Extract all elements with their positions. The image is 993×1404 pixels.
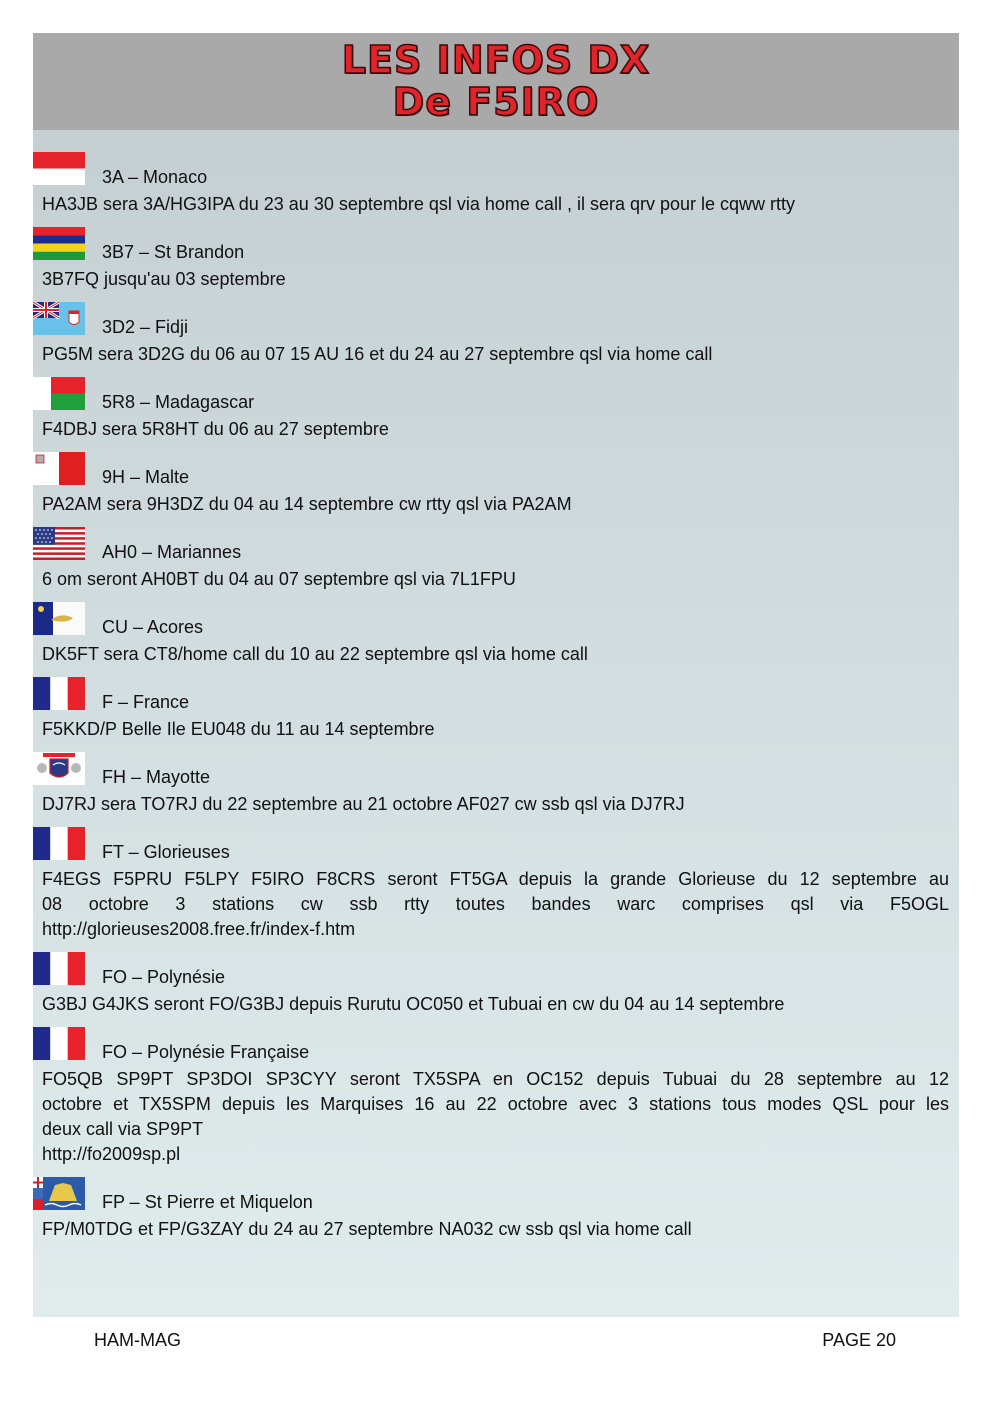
entry-country: 3A – Monaco xyxy=(102,167,208,187)
footer-page-number: PAGE 20 xyxy=(822,1330,896,1350)
france-flag-icon xyxy=(33,827,85,860)
entry-country: FO – Polynésie Française xyxy=(102,1042,310,1062)
entry-text xyxy=(42,1067,949,1167)
entry-text: 6 om seront AH0BT du 04 au 07 septembre qsl via 7L1FPU xyxy=(42,569,516,589)
entry-text xyxy=(42,867,949,942)
entry-text-line: deux call via SP9PT xyxy=(42,1119,204,1139)
france-flag-icon xyxy=(33,952,85,985)
entry-country: AH0 – Mariannes xyxy=(102,542,242,562)
france-flag-icon xyxy=(33,677,85,710)
entry-country: FT – Glorieuses xyxy=(102,842,230,862)
footer-magazine-name: HAM-MAG xyxy=(94,1330,181,1350)
entry-text: PA2AM sera 9H3DZ du 04 au 14 septembre cw rtty qsl via PA2AM xyxy=(42,494,572,514)
malta-flag-icon xyxy=(33,452,85,485)
entry-text-line: F4EGS F5PRU F5LPY F5IRO F8CRS seront FT5GA depuis la grande Glorieuse du 12 septembre au xyxy=(42,869,949,889)
mayotte-flag-icon xyxy=(33,752,85,785)
entry-country: 3D2 – Fidji xyxy=(102,317,189,337)
page-title-line1: LES INFOS DX xyxy=(341,38,651,82)
usa-flag-icon xyxy=(33,527,85,560)
azores-flag-icon xyxy=(33,602,85,635)
entry-country: FP – St Pierre et Miquelon xyxy=(102,1192,313,1212)
entry-text: DK5FT sera CT8/home call du 10 au 22 septembre qsl via home call xyxy=(42,644,588,664)
entry-country: F – France xyxy=(102,692,190,712)
entry-text: PG5M sera 3D2G du 06 au 07 15 AU 16 et du 24 au 27 septembre qsl via home call xyxy=(42,344,713,364)
entry-text-line: octobre et TX5SPM depuis les Marquises 16 au 22 octobre avec 3 stations tous modes QSL pour les xyxy=(42,1094,949,1114)
monaco-flag-icon xyxy=(33,152,85,185)
entry-text: G3BJ G4JKS seront FO/G3BJ depuis Rurutu OC050 et Tubuai en cw du 04 au 14 septembre xyxy=(42,994,785,1014)
content-panel xyxy=(33,33,959,1317)
entry-link[interactable]: http://glorieuses2008.free.fr/index-f.htm xyxy=(42,919,356,939)
entry-text: FP/M0TDG et FP/G3ZAY du 24 au 27 septembre NA032 cw ssb qsl via home call xyxy=(42,1219,692,1239)
spm-flag-icon xyxy=(33,1177,85,1210)
entry-link[interactable]: http://fo2009sp.pl xyxy=(42,1144,181,1164)
entry-text-line: FO5QB SP9PT SP3DOI SP3CYY seront TX5SPA en OC152 depuis Tubuai du 28 septembre au 12 xyxy=(42,1069,949,1089)
entry-country: 5R8 – Madagascar xyxy=(102,392,255,412)
entry-text: F5KKD/P Belle Ile EU048 du 11 au 14 septembre xyxy=(42,719,435,739)
title-banner xyxy=(33,33,959,130)
entry-text: HA3JB sera 3A/HG3IPA du 23 au 30 septembre qsl via home call , il sera qrv pour le cqww rtty xyxy=(42,194,796,214)
entry-country: 3B7 – St Brandon xyxy=(102,242,245,262)
entry-country: FO – Polynésie xyxy=(102,967,226,987)
entry-country: CU – Acores xyxy=(102,617,204,637)
entry-text: DJ7RJ sera TO7RJ du 22 septembre au 21 octobre AF027 cw ssb qsl via DJ7RJ xyxy=(42,794,685,814)
entry-text: F4DBJ sera 5R8HT du 06 au 27 septembre xyxy=(42,419,389,439)
fiji-flag-icon xyxy=(33,302,85,335)
madagascar-flag-icon xyxy=(33,377,85,410)
page-title-line2: De F5IRO xyxy=(392,80,600,124)
mauritius-flag-icon xyxy=(33,227,85,260)
entry-text: 3B7FQ jusqu'au 03 septembre xyxy=(42,269,286,289)
entry-country: 9H – Malte xyxy=(102,467,190,487)
entry-text-line: 08 octobre 3 stations cw ssb rtty toutes bandes warc comprises qsl via F5OGL xyxy=(42,894,949,914)
france-flag-icon xyxy=(33,1027,85,1060)
entry-country: FH – Mayotte xyxy=(102,767,211,787)
